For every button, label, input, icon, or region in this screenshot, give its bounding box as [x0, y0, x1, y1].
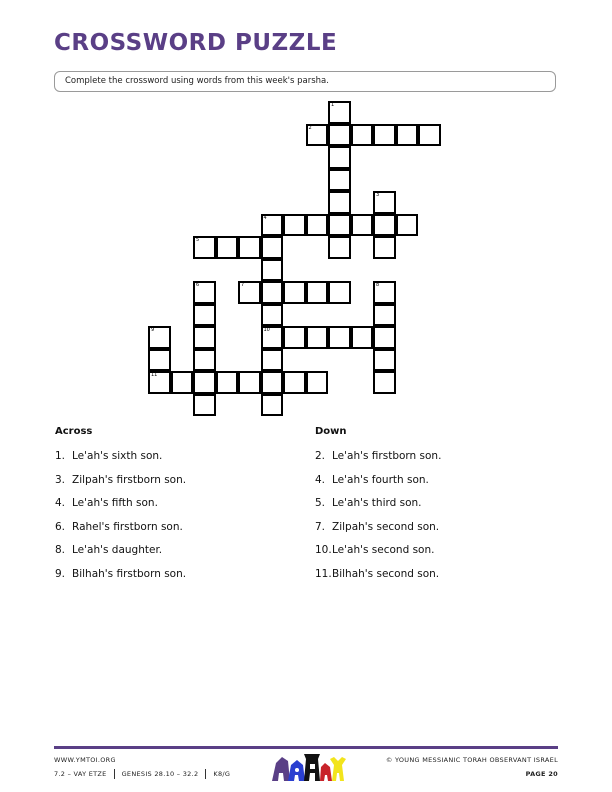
grid-cell[interactable] [216, 371, 239, 394]
grid-cell[interactable] [373, 371, 396, 394]
cell-number: 11 [151, 372, 158, 378]
portion-label: 7.2 – VAY ETZE [54, 770, 107, 778]
grid-cell[interactable] [306, 326, 329, 349]
grid-cell[interactable] [193, 394, 216, 417]
grid-cell[interactable] [261, 394, 284, 417]
grid-cell[interactable] [351, 124, 374, 147]
grid-cell[interactable] [193, 326, 216, 349]
cell-number: 10 [263, 327, 270, 333]
clue-text: Le'ah's sixth son. [72, 450, 163, 462]
grid-cell[interactable] [328, 101, 351, 124]
separator [114, 769, 115, 779]
grid-cell[interactable] [261, 281, 284, 304]
grid-cell[interactable] [238, 236, 261, 259]
grid-cell[interactable] [328, 169, 351, 192]
down-clues [315, 426, 565, 590]
grid-cell[interactable] [261, 236, 284, 259]
clue-item [315, 520, 565, 544]
grid-cell[interactable] [328, 191, 351, 214]
clue-number: 1. [55, 450, 66, 462]
clue-item [55, 567, 305, 591]
grid-cell[interactable] [328, 326, 351, 349]
grid-cell[interactable] [283, 371, 306, 394]
grid-cell[interactable] [328, 146, 351, 169]
grid-cell[interactable] [396, 214, 419, 237]
clue-item [55, 449, 305, 473]
grid-cell[interactable] [306, 214, 329, 237]
grid-cell[interactable] [193, 304, 216, 327]
grid-cell[interactable] [193, 281, 216, 304]
grid-cell[interactable] [373, 214, 396, 237]
grid-cell[interactable] [148, 371, 171, 394]
grid-cell[interactable] [373, 304, 396, 327]
grid-cell[interactable] [351, 326, 374, 349]
clue-item [315, 496, 565, 520]
clue-text: Le'ah's second son. [332, 544, 435, 556]
grid-cell[interactable] [306, 124, 329, 147]
clue-item [55, 520, 305, 544]
cell-number: 1 [331, 102, 335, 108]
grid-cell[interactable] [261, 304, 284, 327]
cell-number: 7 [241, 282, 245, 288]
clue-text: Le'ah's fourth son. [332, 473, 429, 486]
grid-cell[interactable] [261, 326, 284, 349]
clue-number: 6. [55, 520, 66, 533]
cell-number: 5 [196, 237, 200, 243]
clue-item [315, 473, 565, 497]
grid-cell[interactable] [261, 214, 284, 237]
clue-item [315, 449, 565, 473]
clue-item [315, 543, 565, 567]
copyright: © YOUNG MESSIANIC TORAH OBSERVANT ISRAEL [385, 756, 558, 764]
grid-cell[interactable] [171, 371, 194, 394]
grid-cell[interactable] [148, 349, 171, 372]
grid-cell[interactable] [261, 349, 284, 372]
grid-cell[interactable] [283, 281, 306, 304]
grid-cell[interactable] [373, 281, 396, 304]
grid-cell[interactable] [328, 214, 351, 237]
grid-cell[interactable] [396, 124, 419, 147]
grid-cell[interactable] [373, 124, 396, 147]
page-title: CROSSWORD PUZZLE [54, 30, 338, 56]
grid-cell[interactable] [328, 236, 351, 259]
grid-cell[interactable] [283, 214, 306, 237]
clue-number: 7. [315, 520, 326, 533]
grid-cell[interactable] [238, 371, 261, 394]
down-heading: Down [315, 426, 347, 437]
scripture-reference: GENESIS 28.10 – 32.2 [121, 770, 199, 778]
grid-cell[interactable] [193, 349, 216, 372]
footer-meta [54, 768, 230, 782]
clue-number: 4. [55, 497, 66, 509]
grid-cell[interactable] [193, 236, 216, 259]
clue-text: Le'ah's fifth son. [72, 497, 158, 509]
clue-text: Zilpah's second son. [332, 520, 440, 533]
page-number: PAGE 20 [525, 770, 558, 778]
across-heading: Across [55, 426, 93, 437]
grid-cell[interactable] [148, 326, 171, 349]
grid-cell[interactable] [373, 236, 396, 259]
grid-cell[interactable] [261, 371, 284, 394]
footer-right [386, 754, 558, 782]
clue-number: 2. [315, 450, 326, 462]
grid-cell[interactable] [238, 281, 261, 304]
clue-text: Bilhah's second son. [332, 567, 440, 580]
grid-cell[interactable] [306, 371, 329, 394]
grid-cell[interactable] [328, 281, 351, 304]
clue-text: Bilhah's firstborn son. [72, 567, 187, 580]
grid-cell[interactable] [351, 214, 374, 237]
clue-text: Le'ah's firstborn son. [332, 450, 442, 462]
cell-number: 6 [196, 282, 200, 288]
level-label: K8/G [213, 770, 231, 778]
clue-text: Rahel's firstborn son. [72, 520, 183, 533]
grid-cell[interactable] [261, 259, 284, 282]
clue-item [55, 543, 305, 567]
clue-number: 9. [55, 567, 66, 580]
grid-cell[interactable] [306, 281, 329, 304]
grid-cell[interactable] [328, 124, 351, 147]
clue-text: Le'ah's third son. [332, 497, 422, 509]
clue-item [315, 567, 565, 591]
grid-cell[interactable] [373, 191, 396, 214]
grid-cell[interactable] [216, 236, 239, 259]
clue-item [55, 473, 305, 497]
grid-cell[interactable] [373, 349, 396, 372]
cell-number: 4 [263, 214, 267, 221]
grid-cell[interactable] [283, 326, 306, 349]
cell-number: 9 [151, 327, 155, 333]
grid-cell[interactable] [373, 326, 396, 349]
across-clues [55, 426, 305, 590]
clue-number: 8. [55, 544, 66, 556]
cell-number: 3 [376, 192, 380, 198]
clue-number: 10. [315, 544, 332, 556]
clue-number: 4. [315, 473, 326, 486]
clue-text: Le'ah's daughter. [72, 544, 163, 556]
clue-number: 3. [55, 473, 66, 486]
footer-divider [54, 746, 558, 749]
clue-item [55, 496, 305, 520]
grid-cell[interactable] [418, 124, 441, 147]
cell-number: 8 [376, 282, 380, 288]
footer-left [54, 754, 230, 782]
grid-cell[interactable] [193, 371, 216, 394]
clue-number: 11. [315, 567, 332, 580]
cell-number: 2 [308, 124, 312, 131]
ymtoi-logo-icon [270, 751, 356, 783]
separator [205, 769, 206, 779]
clue-number: 5. [315, 497, 326, 509]
clue-text: Zilpah's firstborn son. [72, 473, 187, 486]
instruction-box: Complete the crossword using words from this week's parsha. [54, 71, 556, 92]
website-link[interactable]: WWW.YMTOI.ORG [54, 756, 116, 764]
